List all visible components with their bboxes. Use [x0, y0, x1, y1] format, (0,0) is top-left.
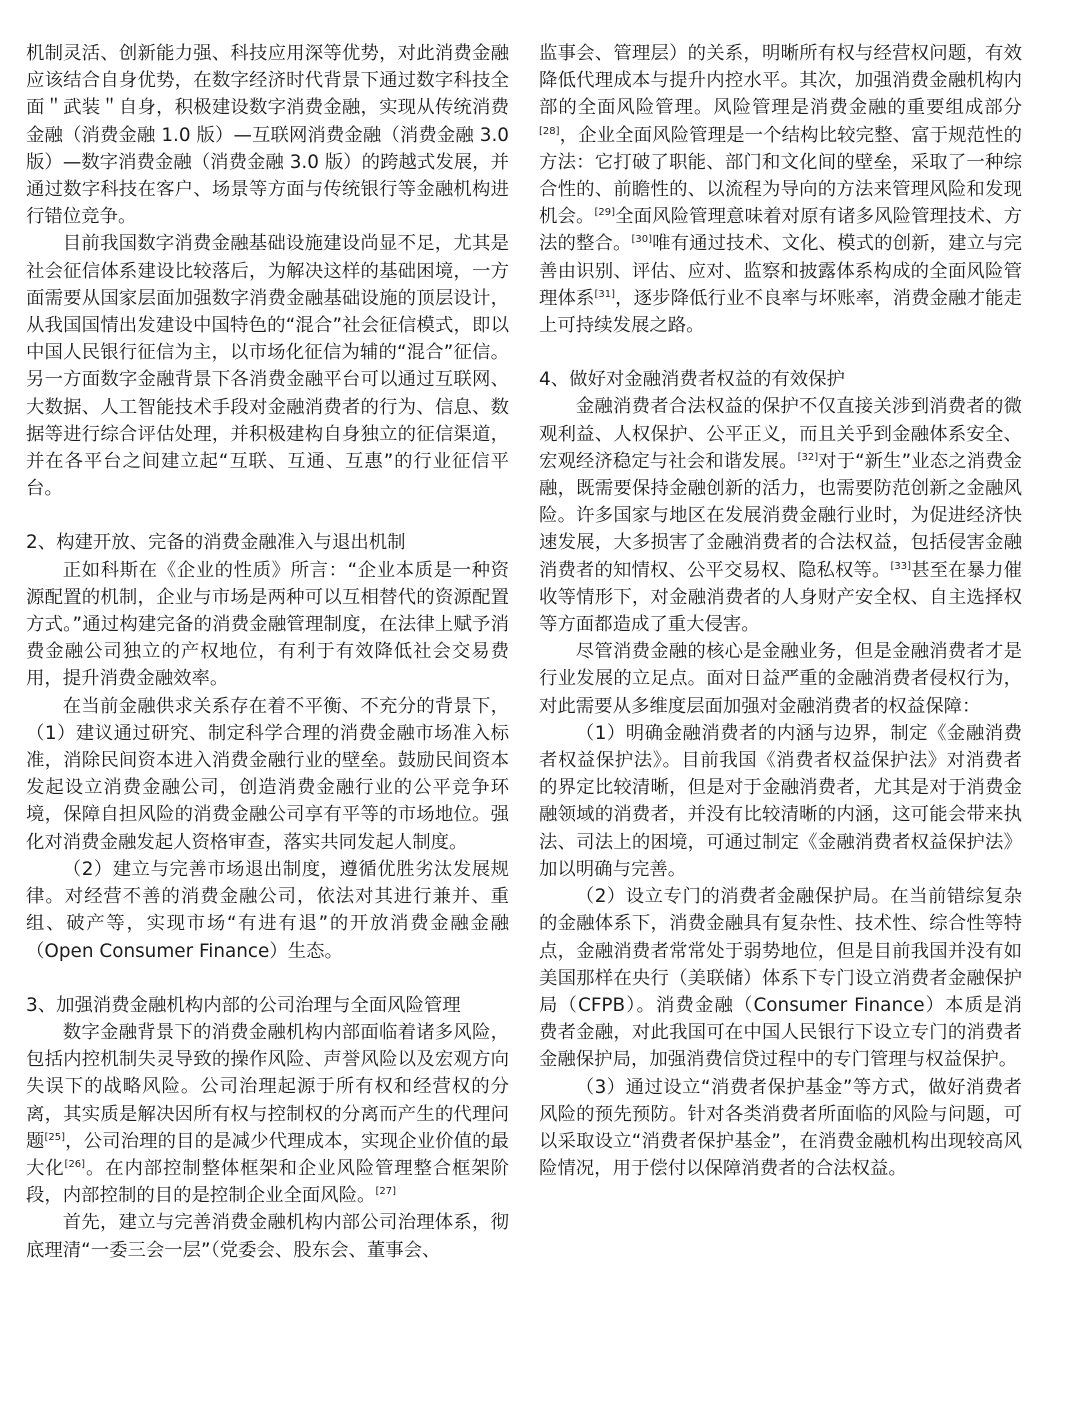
paragraph-text: ，逐步降低行业不良率与坏账率，消费金融才能走上可持续发展之路。	[539, 287, 1022, 337]
citation-reference: [30]	[631, 234, 653, 246]
section-heading: 2、构建开放、完备的消费金融准入与退出机制	[26, 532, 406, 554]
body-paragraph: （3）通过设立“消费者保护基金”等方式，做好消费者风险的预先预防。针对各类消费者所面临的风险与问题，可以采取设立“消费者保护基金”，在消费金融机构出现较高风险情况，用于偿付以保障消费者的合法权益。	[539, 1076, 1022, 1180]
body-paragraph: （2）建立与完善市场退出制度，遵循优胜劣汰发展规律。对经营不善的消费金融公司，依法对其进行兼并、重组、破产等，实现市场“有进有退”的开放消费金融金融（Open Consumer Finance）生态。	[26, 858, 509, 962]
body-paragraph	[539, 393, 1022, 638]
paragraph-text: ，企业全面风险管理是一个结构比较完整、富于规范性的方法：它打破了职能、部门和文化间的壁垒，采取了一种综合性的、前瞻性的、以流程为导向的方法来管理风险和发现机会。	[539, 124, 1022, 228]
paragraph-text: ，公司治理的目的是减少代理成本，实现企业价值的最大化	[26, 1130, 509, 1179]
paragraph-text: 。在内部控制整体框架和企业风险管理整合框架阶段，内部控制的目的是控制企业全面风险。	[26, 1157, 509, 1207]
paragraph-text: 数字金融背景下的消费金融机构内部面临着诸多风险，包括内控机制失灵导致的操作风险、声誉风险以及宏观方向失误下的战略风险。公司治理起源于所有权和经营权的分离，其实质是解决因所有权与控制权的分离而产生的代理问题	[26, 1021, 509, 1152]
section-heading: 3、加强消费金融机构内部的公司治理与全面风险管理	[26, 994, 461, 1016]
citation-reference: [29]	[594, 207, 616, 219]
body-paragraph: （1）明确金融消费者的内涵与边界，制定《金融消费者权益保护法》。目前我国《消费者权益保护法》对消费者的界定比较清晰，但是对于金融消费者，尤其是对于消费金融领域的消费者，并没有比较清晰的内涵，这可能会带来执法、司法上的困境，可通过制定《金融消费者权益保护法》加以明确与完善。	[539, 722, 1022, 880]
body-paragraph: 在当前金融供求关系存在着不平衡、不充分的背景下，（1）建议通过研究、制定科学合理的消费金融市场准入标准，消除民间资本进入消费金融行业的壁垒。鼓励民间资本发起设立消费金融公司，创造消费金融行业的公平竞争环境，保障自担风险的消费金融公司享有平等的市场地位。强化对消费金融发起人资格审查，落实共同发起人制度。	[26, 695, 509, 853]
body-paragraph: 机制灵活、创新能力强、科技应用深等优势，对此消费金融应该结合自身优势，在数字经济时代背景下通过数字科技全面＂武装＂自身，积极建设数字消费金融，实现从传统消费金融（消费金融 1.0 版）—互联网消费金融（消费金融 3.0 版）—数字消费金融（消费金融 3.0 版）的跨越式发展，并通过数字科技在客户、场景等方面与传统银行等金融机构进行错位竞争。	[26, 43, 509, 228]
citation-reference: [33]	[890, 560, 911, 572]
right-column	[539, 40, 1022, 1402]
body-paragraph: （2）设立专门的消费者金融保护局。在当前错综复杂的金融体系下，消费金融具有复杂性、技术性、综合性等特点，金融消费者常常处于弱势地位，但是目前我国并没有如美国那样在央行（美联储）体系下专门设立消费者金融保护局（CFPB）。消费金融（Consumer Finance）本质是消费者金融，对此我国可在中国人民银行下设立专门的消费者金融保护局，加强消费信贷过程中的专门管理与权益保护。	[539, 886, 1022, 1071]
paragraph-text: 唯有通过技术、文化、模式的创新，建立与完善由识别、评估、应对、监察和披露体系构成的全面风险管理体系	[539, 233, 1022, 309]
citation-reference: [32]	[797, 451, 819, 463]
paragraph-text: 全面风险管理意味着对原有诸多风险管理技术、方法的整合。	[539, 206, 1022, 255]
body-paragraph: 首先，建立与完善消费金融机构内部公司治理体系，彻底理清“一委三会一层”（党委会、股东会、董事会、	[26, 1212, 509, 1261]
body-paragraph	[539, 40, 1022, 339]
section-spacer	[26, 502, 509, 529]
citation-reference: [31]	[594, 288, 616, 300]
section-spacer	[539, 339, 1022, 366]
body-paragraph: 目前我国数字消费金融基础设施建设尚显不足，尤其是社会征信体系建设比较落后，为解决这样的基础困境，一方面需要从国家层面加强数字消费金融基础设施的顶层设计，从我国国情出发建设中国特色的“混合”社会征信模式，即以中国人民银行征信为主，以市场化征信为辅的“混合”征信。另一方面数字金融背景下各消费金融平台可以通过互联网、大数据、人工智能技术手段对金融消费者的行为、信息、数据等进行综合评估处理，并积极建构自身独立的征信渠道，并在各平台之间建立起“互联、互通、互惠”的行业征信平台。	[26, 233, 509, 500]
section-spacer	[26, 965, 509, 992]
section-heading: 4、做好对金融消费者权益的有效保护	[539, 369, 845, 391]
citation-reference: [25]	[44, 1131, 66, 1143]
paragraph-text: 监事会、管理层）的关系，明晰所有权与经营权问题，有效降低代理成本与提升内控水平。其次，加强消费金融机构内部的全面风险管理。风险管理是消费金融的重要组成部分	[539, 43, 1022, 119]
citation-reference: [26]	[64, 1158, 86, 1170]
left-column	[26, 40, 509, 1402]
body-paragraph: 尽管消费金融的核心是金融业务，但是金融消费者才是行业发展的立足点。面对日益严重的金融消费者侵权行为，对此需要从多维度层面加强对金融消费者的权益保障：	[539, 641, 1022, 717]
paragraph-text: 金融消费者合法权益的保护不仅直接关涉到消费者的微观利益、人权保护、公平正义，而且关乎到金融体系安全、宏观经济稳定与社会和谐发展。	[539, 396, 1022, 472]
paragraph-text: 对于“新生”业态之消费金融，既需要保持金融创新的活力，也需要防范创新之金融风险。许多国家与地区在发展消费金融行业时，为促进经济快速发展，大多损害了金融消费者的合法权益，包括侵害金融消费者的知情权、公平交易权、隐私权等。	[539, 450, 1022, 581]
body-paragraph: 正如科斯在《企业的性质》所言：“企业本质是一种资源配置的机制，企业与市场是两种可以互相替代的资源配置方式。”通过构建完备的消费金融管理制度，在法律上赋予消费金融公司独立的产权地位，有利于有效降低社会交易费用，提升消费金融效率。	[26, 559, 509, 690]
body-paragraph	[26, 1019, 509, 1209]
paragraph-text: 甚至在暴力催收等情形下，对金融消费者的人身财产安全权、自主选择权等方面都造成了重大侵害。	[539, 559, 1022, 636]
citation-reference: [27]	[375, 1186, 396, 1198]
citation-reference: [28]	[539, 125, 560, 137]
